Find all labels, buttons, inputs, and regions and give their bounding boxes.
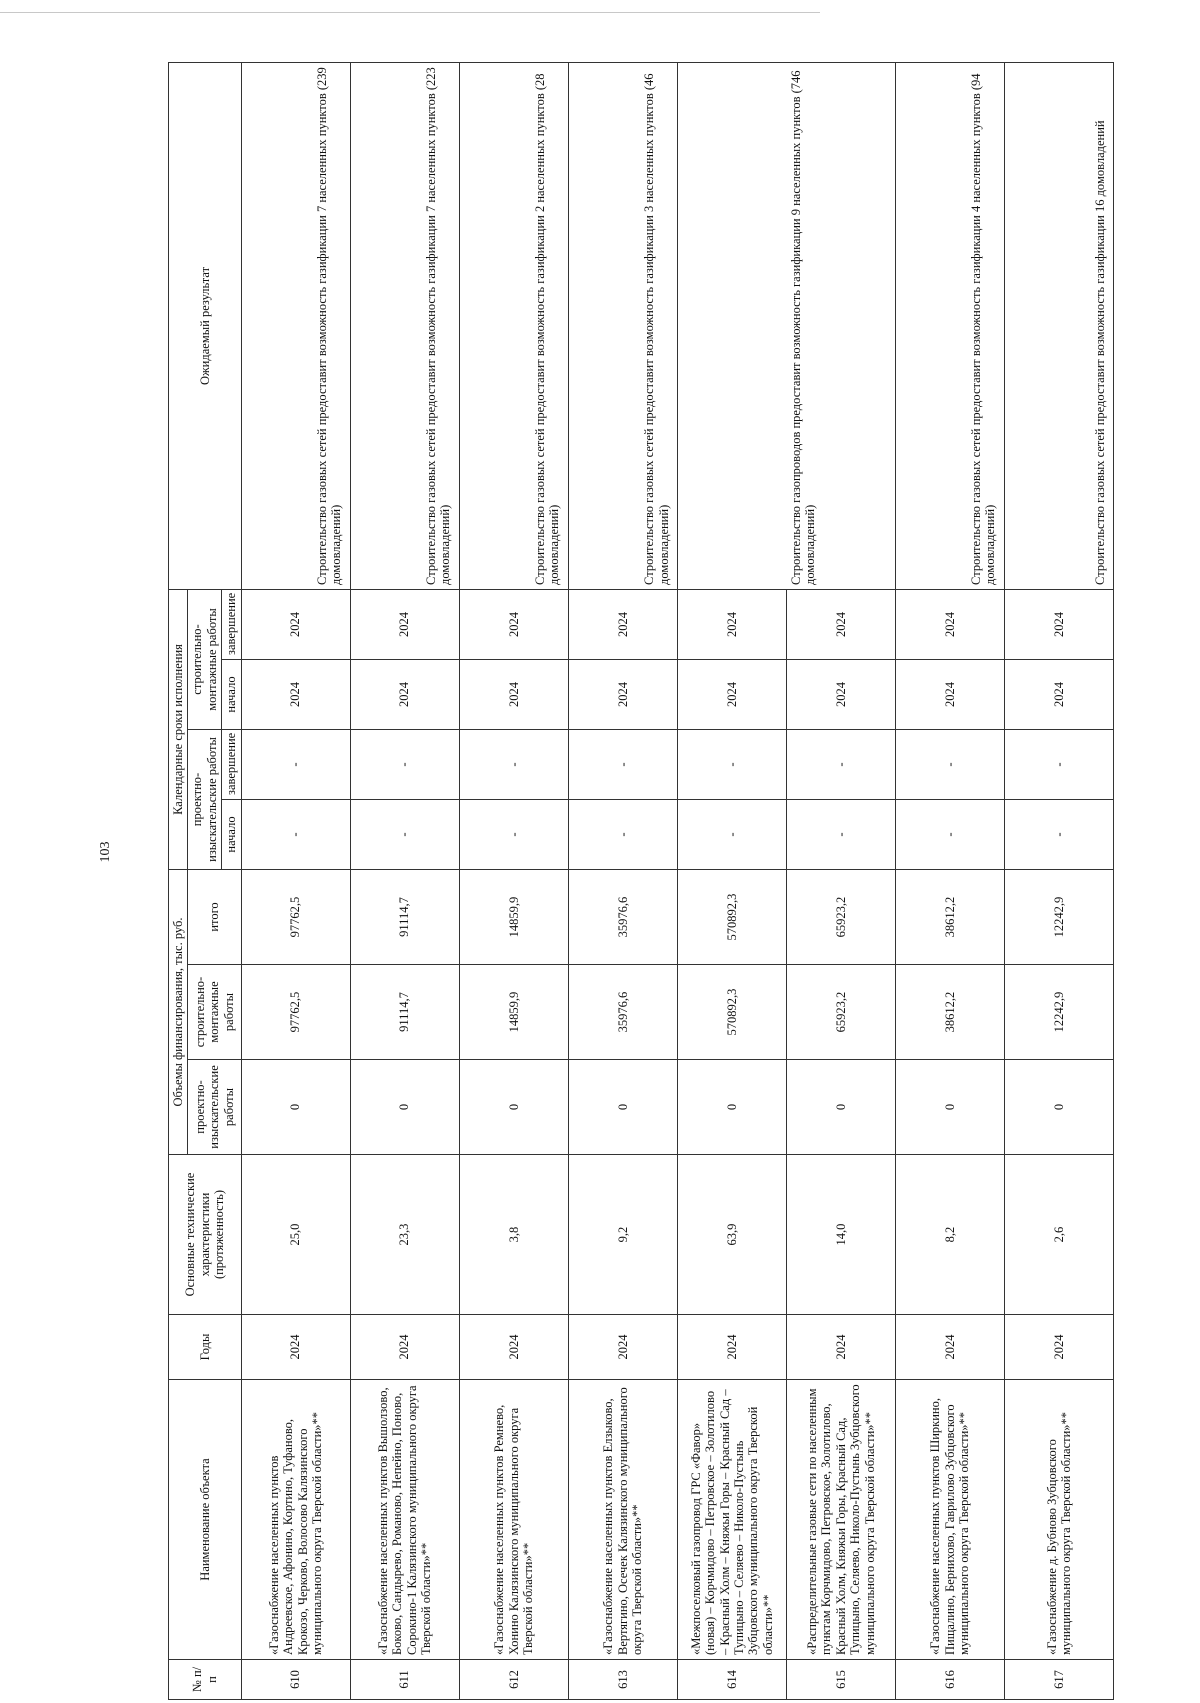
cell-result: Строительство газовых сетей предоставит возможность газификации 3 населенных пунктов (46 домовладений) [568,62,677,589]
cell-name: «Газоснабжение д. Бубново Зубцовского муниципального округа Тверской области»** [1004,1380,1113,1660]
header-dl-construct: строительно-монтажные работы [188,589,222,729]
cell-fund-total: 65923,2 [787,870,896,965]
page-number: 103 [98,841,113,863]
cell-fund-construct: 38612,2 [895,965,1004,1060]
header-dl-design: проектно-изыскательские работы [188,730,222,870]
cell-dl-construct-end: 2024 [787,589,896,659]
cell-length: 25,0 [241,1155,350,1315]
cell-dl-design-start: - [568,800,677,870]
cell-dl-construct-start: 2024 [241,660,350,730]
cell-length: 2,6 [1004,1155,1113,1315]
cell-dl-design-start: - [241,800,350,870]
cell-year: 2024 [459,1315,568,1380]
header-dl-design-end: завершение [222,730,241,800]
cell-year: 2024 [895,1315,1004,1380]
cell-year: 2024 [1004,1315,1113,1380]
cell-fund-total: 97762,5 [241,870,350,965]
cell-fund-design: 0 [568,1060,677,1155]
cell-name: «Межпоселковый газопровод ГРС «Фавор» (новая) – Корчмидово – Петровское – Золотилово – Красный Холм – Княжьи Горы – Красный Сад – Тупицыно – Селяево – Николо-Пустынь Зубцовского муниципального округа Тверской области»** [677,1380,786,1660]
cell-dl-design-start: - [895,800,1004,870]
table-row [787,62,896,1699]
cell-year: 2024 [241,1315,350,1380]
table-row [568,62,677,1699]
rotated-table-container [168,63,1114,1700]
cell-fund-total: 12242,9 [1004,870,1113,965]
cell-name: «Газоснабжение населенных пунктов Андреевское, Афонино, Кортино, Туфаново, Крокозо, Черково, Волосово Калязинского муниципального округа Тверской области»** [241,1380,350,1660]
cell-result: Строительство газовых сетей предоставит возможность газификации 7 населенных пунктов (223 домовладений) [350,62,459,589]
table-row [895,62,1004,1699]
cell-fund-construct: 12242,9 [1004,965,1113,1060]
header-num: № п/п [169,1660,242,1700]
cell-result: Строительство газопроводов предоставит возможность газификации 9 населенных пунктов (746 домовладений) [787,62,896,589]
cell-fund-total: 91114,7 [350,870,459,965]
cell-dl-design-end: - [1004,730,1113,800]
cell-fund-construct: 14859,9 [459,965,568,1060]
header-name: Наименование объекта [169,1380,242,1660]
cell-result: Строительство газовых сетей предоставит возможность газификации 7 населенных пунктов (239 домовладений) [241,62,350,589]
cell-num: 614 [677,1660,786,1700]
cell-dl-construct-start: 2024 [787,660,896,730]
cell-fund-construct: 91114,7 [350,965,459,1060]
cell-result: Строительство газовых сетей предоставит возможность газификации 2 населенных пунктов (28 домовладений) [459,62,568,589]
cell-dl-design-end: - [677,730,786,800]
cell-length: 23,3 [350,1155,459,1315]
cell-name: «Распределительные газовые сети по населенным пунктам Корчмидово, Петровское, Золотилово, Красный Холм, Княжьи Горы, Красный Сад, Тупицыно, Селяево, Николо-Пустынь Зубцовского муниципального округа Тверской области»** [787,1380,896,1660]
cell-dl-design-start: - [677,800,786,870]
cell-dl-construct-start: 2024 [459,660,568,730]
table-row [1004,62,1113,1699]
header-fund-construct: строительно-монтажные работы [188,965,241,1060]
cell-dl-design-end: - [350,730,459,800]
cell-dl-construct-end: 2024 [459,589,568,659]
table-row [350,62,459,1699]
cell-year: 2024 [568,1315,677,1380]
cell-year: 2024 [350,1315,459,1380]
cell-result [677,62,786,589]
cell-dl-construct-start: 2024 [677,660,786,730]
cell-length: 9,2 [568,1155,677,1315]
cell-result: Строительство газовых сетей предоставит возможность газификации 4 населенных пунктов (94 домовладений) [895,62,1004,589]
cell-fund-design: 0 [459,1060,568,1155]
cell-dl-design-end: - [459,730,568,800]
cell-fund-construct: 35976,6 [568,965,677,1060]
cell-fund-design: 0 [677,1060,786,1155]
cell-dl-construct-end: 2024 [1004,589,1113,659]
cell-fund-design: 0 [787,1060,896,1155]
header-result: Ожидаемый результат [169,62,242,589]
header-years: Годы [169,1315,242,1380]
header-dl-construct-start: начало [222,660,241,730]
cell-year: 2024 [677,1315,786,1380]
cell-dl-design-end: - [241,730,350,800]
cell-num: 617 [1004,1660,1113,1700]
cell-dl-construct-end: 2024 [241,589,350,659]
cell-name: «Газоснабжение населенных пунктов Вышолзово, Боково, Сандырево, Романово, Непейно, Поново, Сорокино-1 Калязинского муниципального округа Тверской области»** [350,1380,459,1660]
table-row [459,62,568,1699]
cell-fund-total: 570892,3 [677,870,786,965]
cell-dl-design-end: - [895,730,1004,800]
cell-dl-construct-end: 2024 [895,589,1004,659]
cell-num: 615 [787,1660,896,1700]
cell-num: 610 [241,1660,350,1700]
cell-dl-construct-end: 2024 [677,589,786,659]
cell-year: 2024 [787,1315,896,1380]
cell-dl-design-end: - [787,730,896,800]
cell-length: 63,9 [677,1155,786,1315]
cell-fund-design: 0 [1004,1060,1113,1155]
cell-name: «Газоснабжение населенных пунктов Ширкино, Пищалино, Бернихово, Гаврилово Зубцовского муниципального округа Тверской области»** [895,1380,1004,1660]
cell-name: «Газоснабжение населенных пунктов Ремнево, Хонино Калязинского муниципального округа Тверской области»** [459,1380,568,1660]
cell-dl-construct-start: 2024 [895,660,1004,730]
cell-num: 616 [895,1660,1004,1700]
cell-num: 612 [459,1660,568,1700]
cell-length: 3,8 [459,1155,568,1315]
gasification-objects-table [168,62,1114,1700]
header-tech: Основные технические характеристики (протяженность) [169,1155,242,1315]
cell-fund-design: 0 [350,1060,459,1155]
header-dl-construct-end: завершение [222,589,241,659]
cell-name: «Газоснабжение населенных пунктов Елзыково, Вертягино, Осечек Калязинского муниципального округа Тверской области»** [568,1380,677,1660]
header-fund-design: проектно-изыскательские работы [188,1060,241,1155]
cell-num: 611 [350,1660,459,1700]
cell-dl-design-end: - [568,730,677,800]
cell-length: 14,0 [787,1155,896,1315]
cell-dl-construct-start: 2024 [568,660,677,730]
cell-fund-total: 14859,9 [459,870,568,965]
cell-dl-design-start: - [459,800,568,870]
header-funding: Объемы финансирования, тыс. руб. [169,870,188,1155]
table-row [677,62,786,1699]
cell-length: 8,2 [895,1155,1004,1315]
cell-fund-construct: 570892,3 [677,965,786,1060]
cell-dl-design-start: - [787,800,896,870]
cell-result: Строительство газовых сетей предоставит возможность газификации 16 домовладений [1004,62,1113,589]
cell-fund-construct: 65923,2 [787,965,896,1060]
header-deadlines: Календарные сроки исполнения [169,589,188,869]
cell-dl-design-start: - [350,800,459,870]
cell-fund-total: 35976,6 [568,870,677,965]
cell-dl-design-start: - [1004,800,1113,870]
cell-fund-design: 0 [895,1060,1004,1155]
cell-num: 613 [568,1660,677,1700]
cell-dl-construct-end: 2024 [350,589,459,659]
header-dl-design-start: начало [222,800,241,870]
cell-fund-total: 38612,2 [895,870,1004,965]
cell-dl-construct-end: 2024 [568,589,677,659]
cell-dl-construct-start: 2024 [1004,660,1113,730]
cell-dl-construct-start: 2024 [350,660,459,730]
cell-fund-construct: 97762,5 [241,965,350,1060]
cell-fund-design: 0 [241,1060,350,1155]
header-fund-total: итого [188,870,241,965]
scan-edge-line [0,12,820,13]
table-row [241,62,350,1699]
